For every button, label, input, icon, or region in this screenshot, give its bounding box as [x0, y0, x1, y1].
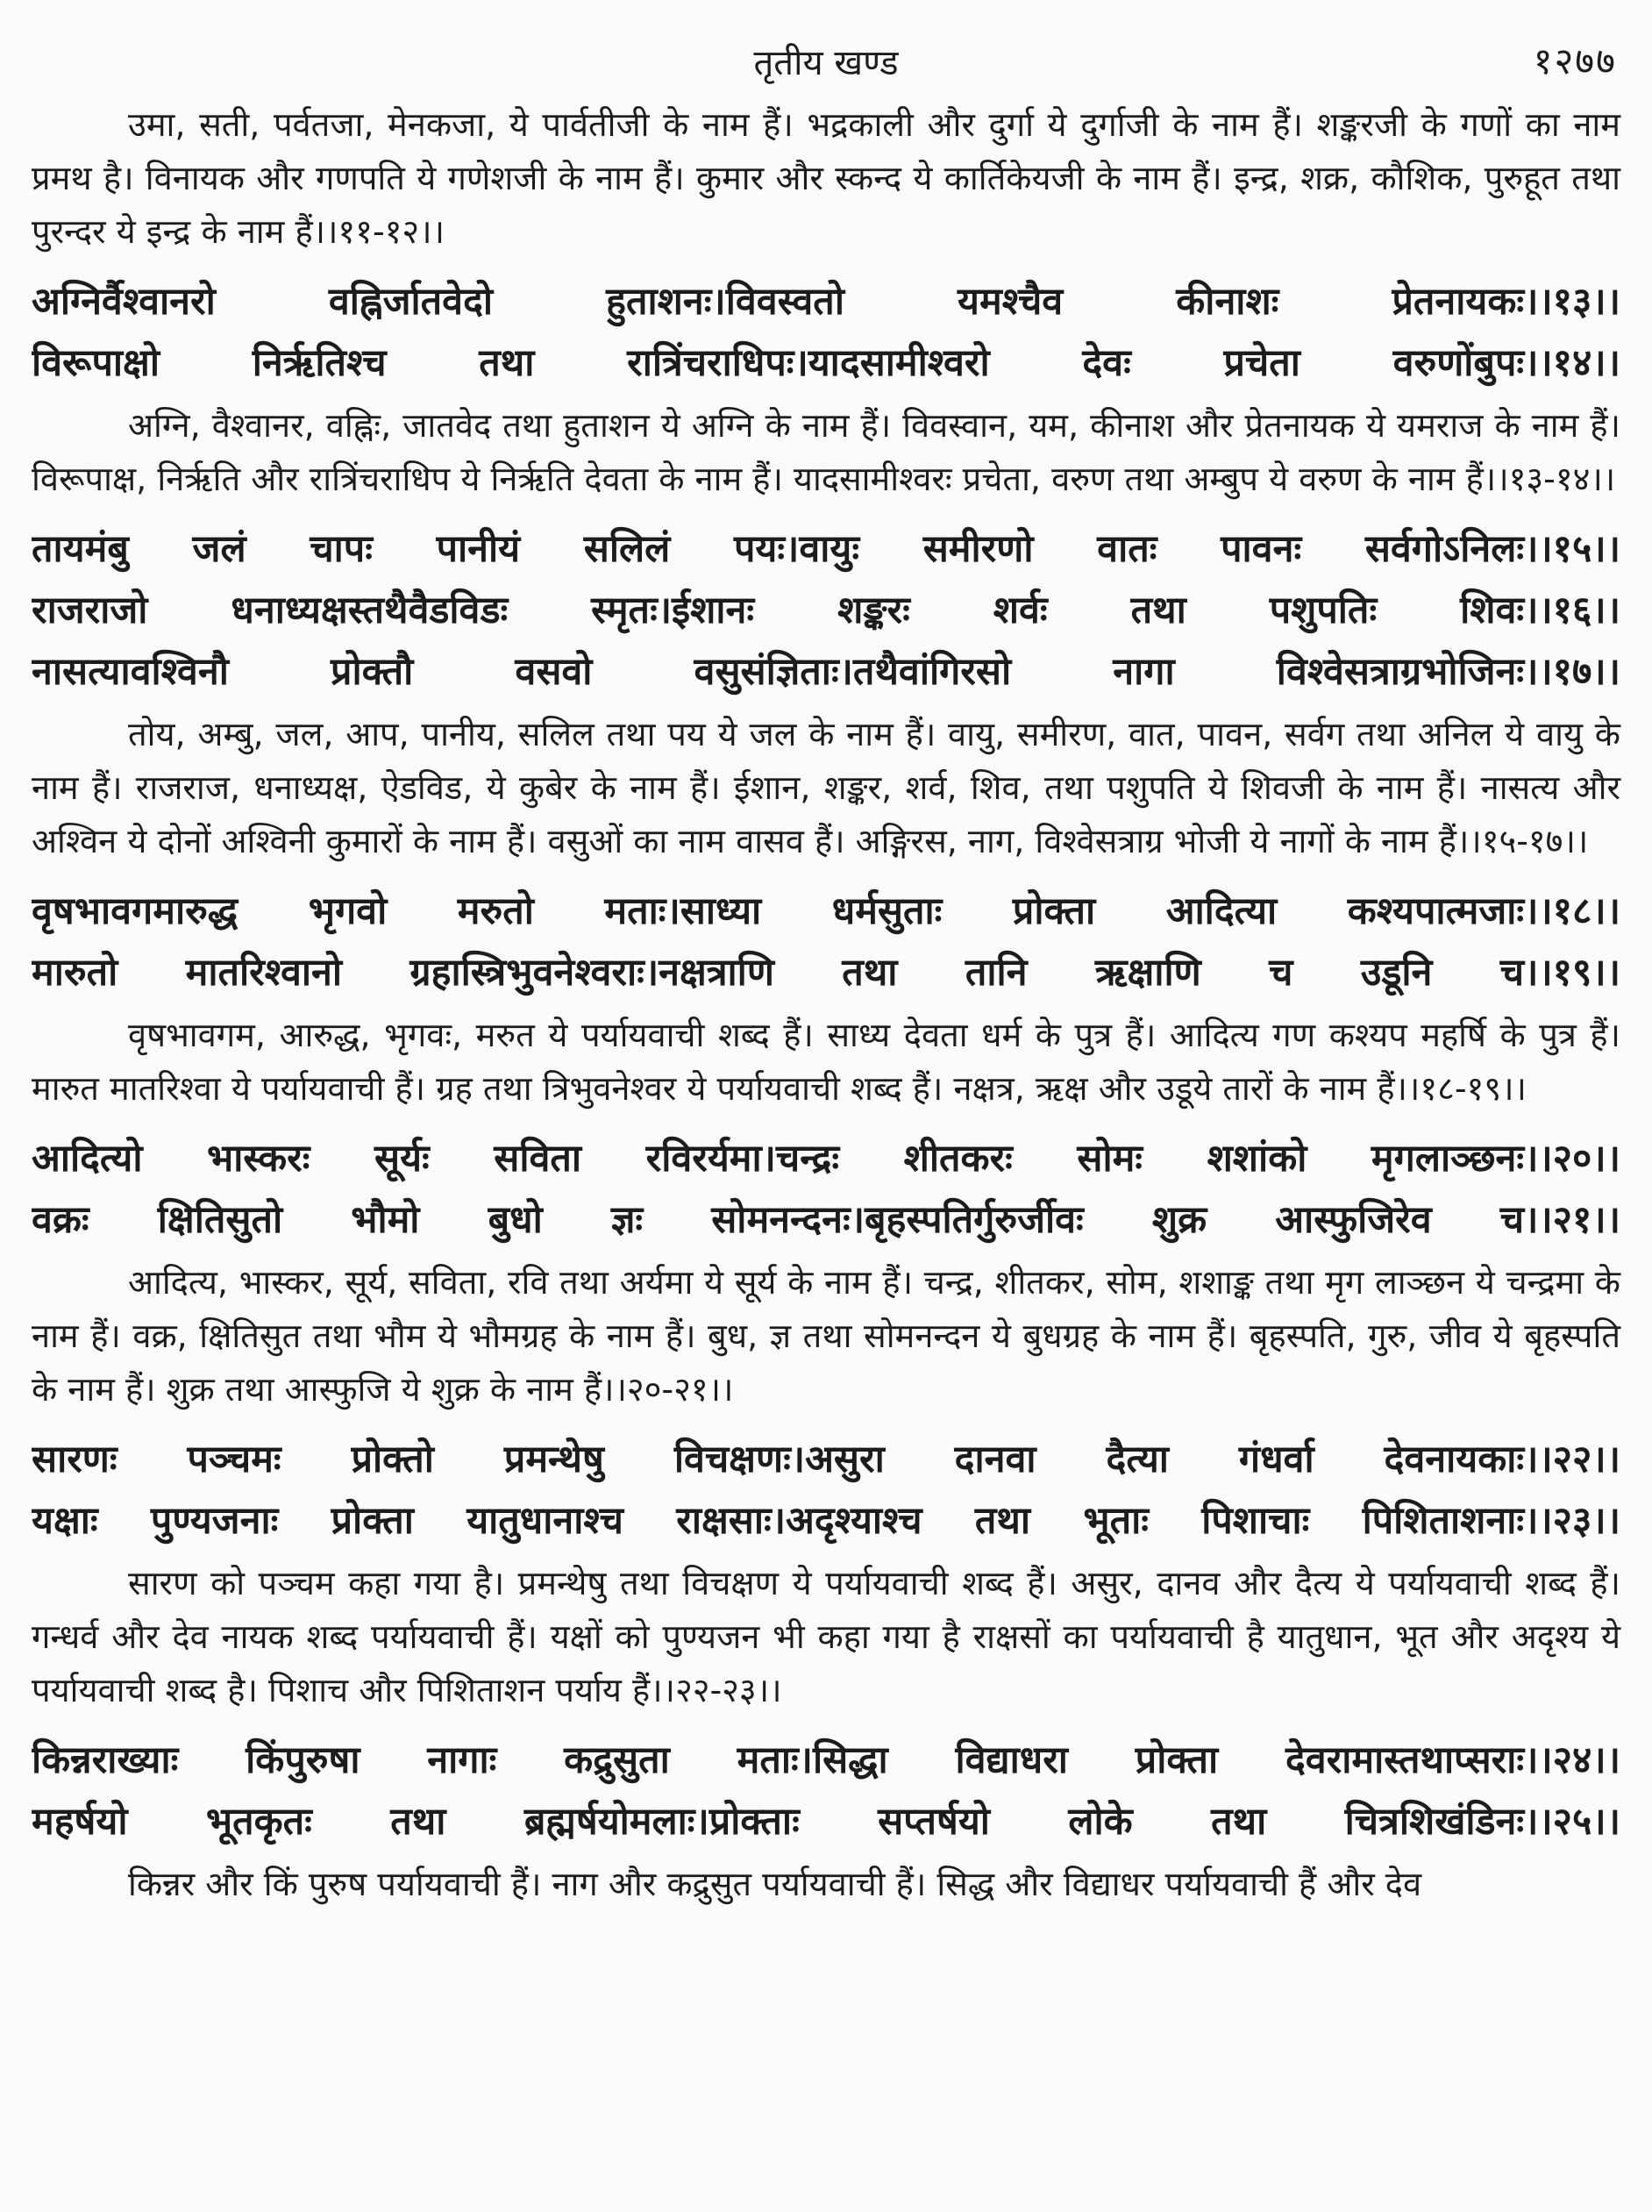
sanskrit-verse-line: तायमंबु जलं चापः पानीयं सलिलं पयः।वायुः समीरणो वातः पावनः सर्वगोऽनिलः।।१५।। — [32, 527, 1620, 571]
commentary-paragraph: उमा, सती, पर्वतजा, मेनकजा, ये पार्वतीजी के नाम हैं। भद्रकाली और दुर्गा ये दुर्गाजी के नाम हैं। शङ्करजी के गणों का नाम प्रमथ है। विनायक और गणपति ये गणेशजी के नाम हैं। कुमार और स्कन्द ये कार्तिकेयजी के नाम हैं। इन्द्र, शक्र, कौशिक, पुरुहूत तथा पुरन्दर ये इन्द्र के नाम हैं।।११-१२।। — [32, 105, 1620, 251]
sanskrit-verse-line: किन्नराख्याः किंपुरुषा नागाः कद्रुसुता मताः।सिद्धा विद्याधरा प्रोक्ता देवरामास्तथाप्सराः।।२४।। — [32, 1738, 1620, 1782]
sanskrit-verse-line: नासत्यावश्विनौ प्रोक्तौ वसवो वसुसंज्ञिताः।तथैवांगिरसो नागा विश्वेसत्राग्रभोजिनः।।१७।। — [32, 650, 1620, 694]
sanskrit-verse-line: वृषभावगमारुद्ध भृगवो मरुतो मताः।साध्या धर्मसुताः प्रोक्ता आदित्या कश्यपात्मजाः।।१८।। — [32, 889, 1620, 933]
commentary-paragraph: सारण को पञ्चम कहा गया है। प्रमन्थेषु तथा विचक्षण ये पर्यायवाची शब्द हैं। असुर, दानव और दैत्य ये पर्यायवाची शब्द हैं। गन्धर्व और देव नायक शब्द पर्यायवाची हैं। यक्षों को पुण्यजन भी कहा गया है राक्षसों का पर्यायवाची है यातुधान, भूत और अदृश्य ये पर्यायवाची शब्द है। पिशाच और पिशिताशन पर्याय हैं।।२२-२३।। — [32, 1564, 1620, 1709]
commentary-paragraph: किन्नर और किं पुरुष पर्यायवाची हैं। नाग और कद्रुसुत पर्यायवाची हैं। सिद्ध और विद्याधर पर्यायवाची हैं और देव — [128, 1865, 1422, 1903]
sanskrit-verse-line: विरूपाक्षो निर्ऋतिश्च तथा रात्रिंचराधिपः।यादसामीश्वरो देवः प्रचेता वरुणोंबुपः।।१४।। — [32, 341, 1620, 385]
page-number: १२७७ — [1533, 39, 1617, 82]
sanskrit-verse-line: वक्रः क्षितिसुतो भौमो बुधो ज्ञः सोमनन्दनः।बृहस्पतिर्गुरुर्जीवः शुक्र आस्फुजिरेव च।।२१।। — [32, 1198, 1620, 1242]
page-body — [32, 98, 1620, 1911]
page-header — [32, 32, 1620, 93]
running-header-title: तृतीय खण्ड — [753, 43, 899, 83]
verse-block — [32, 1128, 1620, 1251]
commentary-paragraph: तोय, अम्बु, जल, आप, पानीय, सलिल तथा पय ये जल के नाम हैं। वायु, समीरण, वात, पावन, सर्वग तथा अनिल ये वायु के नाम हैं। राजराज, धनाध्यक्ष, ऐडविड, ये कुबेर के नाम हैं। ईशान, शङ्कर, शर्व, शिव, तथा पशुपति ये शिवजी के नाम हैं। नासत्य और अश्विन ये दोनों अश्विनी कुमारों के नाम हैं। वसुओं का नाम वासव हैं। अङ्गिरस, नाग, विश्वेसत्राग्र भोजी ये नागों के नाम हैं।।१५-१७।। — [32, 715, 1620, 860]
sanskrit-verse-line: सारणः पञ्चमः प्रोक्तो प्रमन्थेषु विचक्षणः।असुरा दानवा दैत्या गंधर्वा देवनायकाः।।२२।। — [32, 1438, 1620, 1481]
sanskrit-verse-line: मारुतो मातरिश्वानो ग्रहास्त्रिभुवनेश्वराः।नक्षत्राणि तथा तानि ऋक्षाणि च उडूनि च।।१९।। — [32, 951, 1620, 995]
sanskrit-verse-line: अग्निर्वैश्वानरो वह्निर्जातवेदो हुताशनः।विवस्वतो यमश्चैव कीनाशः प्रेतनायकः।।१३।। — [32, 280, 1620, 324]
commentary-paragraph: वृषभावगम, आरुद्ध, भृगवः, मरुत ये पर्यायवाची शब्द हैं। साध्य देवता धर्म के पुत्र हैं। आदित्य गण कश्यप महर्षि के पुत्र हैं। मारुत मातरिश्वा ये पर्यायवाची हैं। ग्रह तथा त्रिभुवनेश्वर ये पर्यायवाची शब्द हैं। नक्षत्र, ऋक्ष और उडूये तारों के नाम हैं।।१८-१९।। — [32, 1016, 1620, 1108]
sanskrit-verse-line: राजराजो धनाध्यक्षस्तथैवैडविडः स्मृतः।ईशानः शङ्करः शर्वः तथा पशुपतिः शिवः।।१६।। — [32, 589, 1620, 632]
sanskrit-verse-line: यक्षाः पुण्यजनाः प्रोक्ता यातुधानाश्च राक्षसाः।अदृश्याश्च तथा भूताः पिशाचाः पिशिताशनाः।।२३।। — [32, 1499, 1620, 1543]
verse-block — [32, 518, 1620, 703]
commentary-paragraph: आदित्य, भास्कर, सूर्य, सविता, रवि तथा अर्यमा ये सूर्य के नाम हैं। चन्द्र, शीतकर, सोम, शशाङ्क तथा मृग लाञ्छन ये चन्द्रमा के नाम हैं। वक्र, क्षितिसुत तथा भौम ये भौमग्रह के नाम हैं। बुध, ज्ञ तथा सोमनन्दन ये बुधग्रह के नाम हैं। बृहस्पति, गुरु, जीव ये बृहस्पति के नाम हैं। शुक्र तथा आस्फुजि ये शुक्र के नाम हैं।।२०-२१।। — [32, 1263, 1620, 1409]
verse-block — [32, 271, 1620, 394]
sanskrit-verse-line: आदित्यो भास्करः सूर्यः सविता रविरर्यमा।चन्द्रः शीतकरः सोमः शशांको मृगलाञ्छनः।।२०।। — [32, 1137, 1620, 1181]
verse-block — [32, 881, 1620, 1003]
commentary-paragraph: अग्नि, वैश्वानर, वह्निः, जातवेद तथा हुताशन ये अग्नि के नाम हैं। विवस्वान, यम, कीनाश और प्रेतनायक ये यमराज के नाम हैं। विरूपाक्ष, निर्ऋति और रात्रिंचराधिप ये निर्ऋति देवता के नाम हैं। यादसामीश्वरः प्रचेता, वरुण तथा अम्बुप ये वरुण के नाम हैं।।१३-१४।। — [32, 406, 1620, 498]
verse-block — [32, 1730, 1620, 1852]
sanskrit-verse-line: महर्षयो भूतकृतः तथा ब्रह्मर्षयोमलाः।प्रोक्ताः सप्तर्षयो लोके तथा चित्रशिखंडिनः।।२५।। — [32, 1800, 1620, 1844]
verse-block — [32, 1429, 1620, 1552]
